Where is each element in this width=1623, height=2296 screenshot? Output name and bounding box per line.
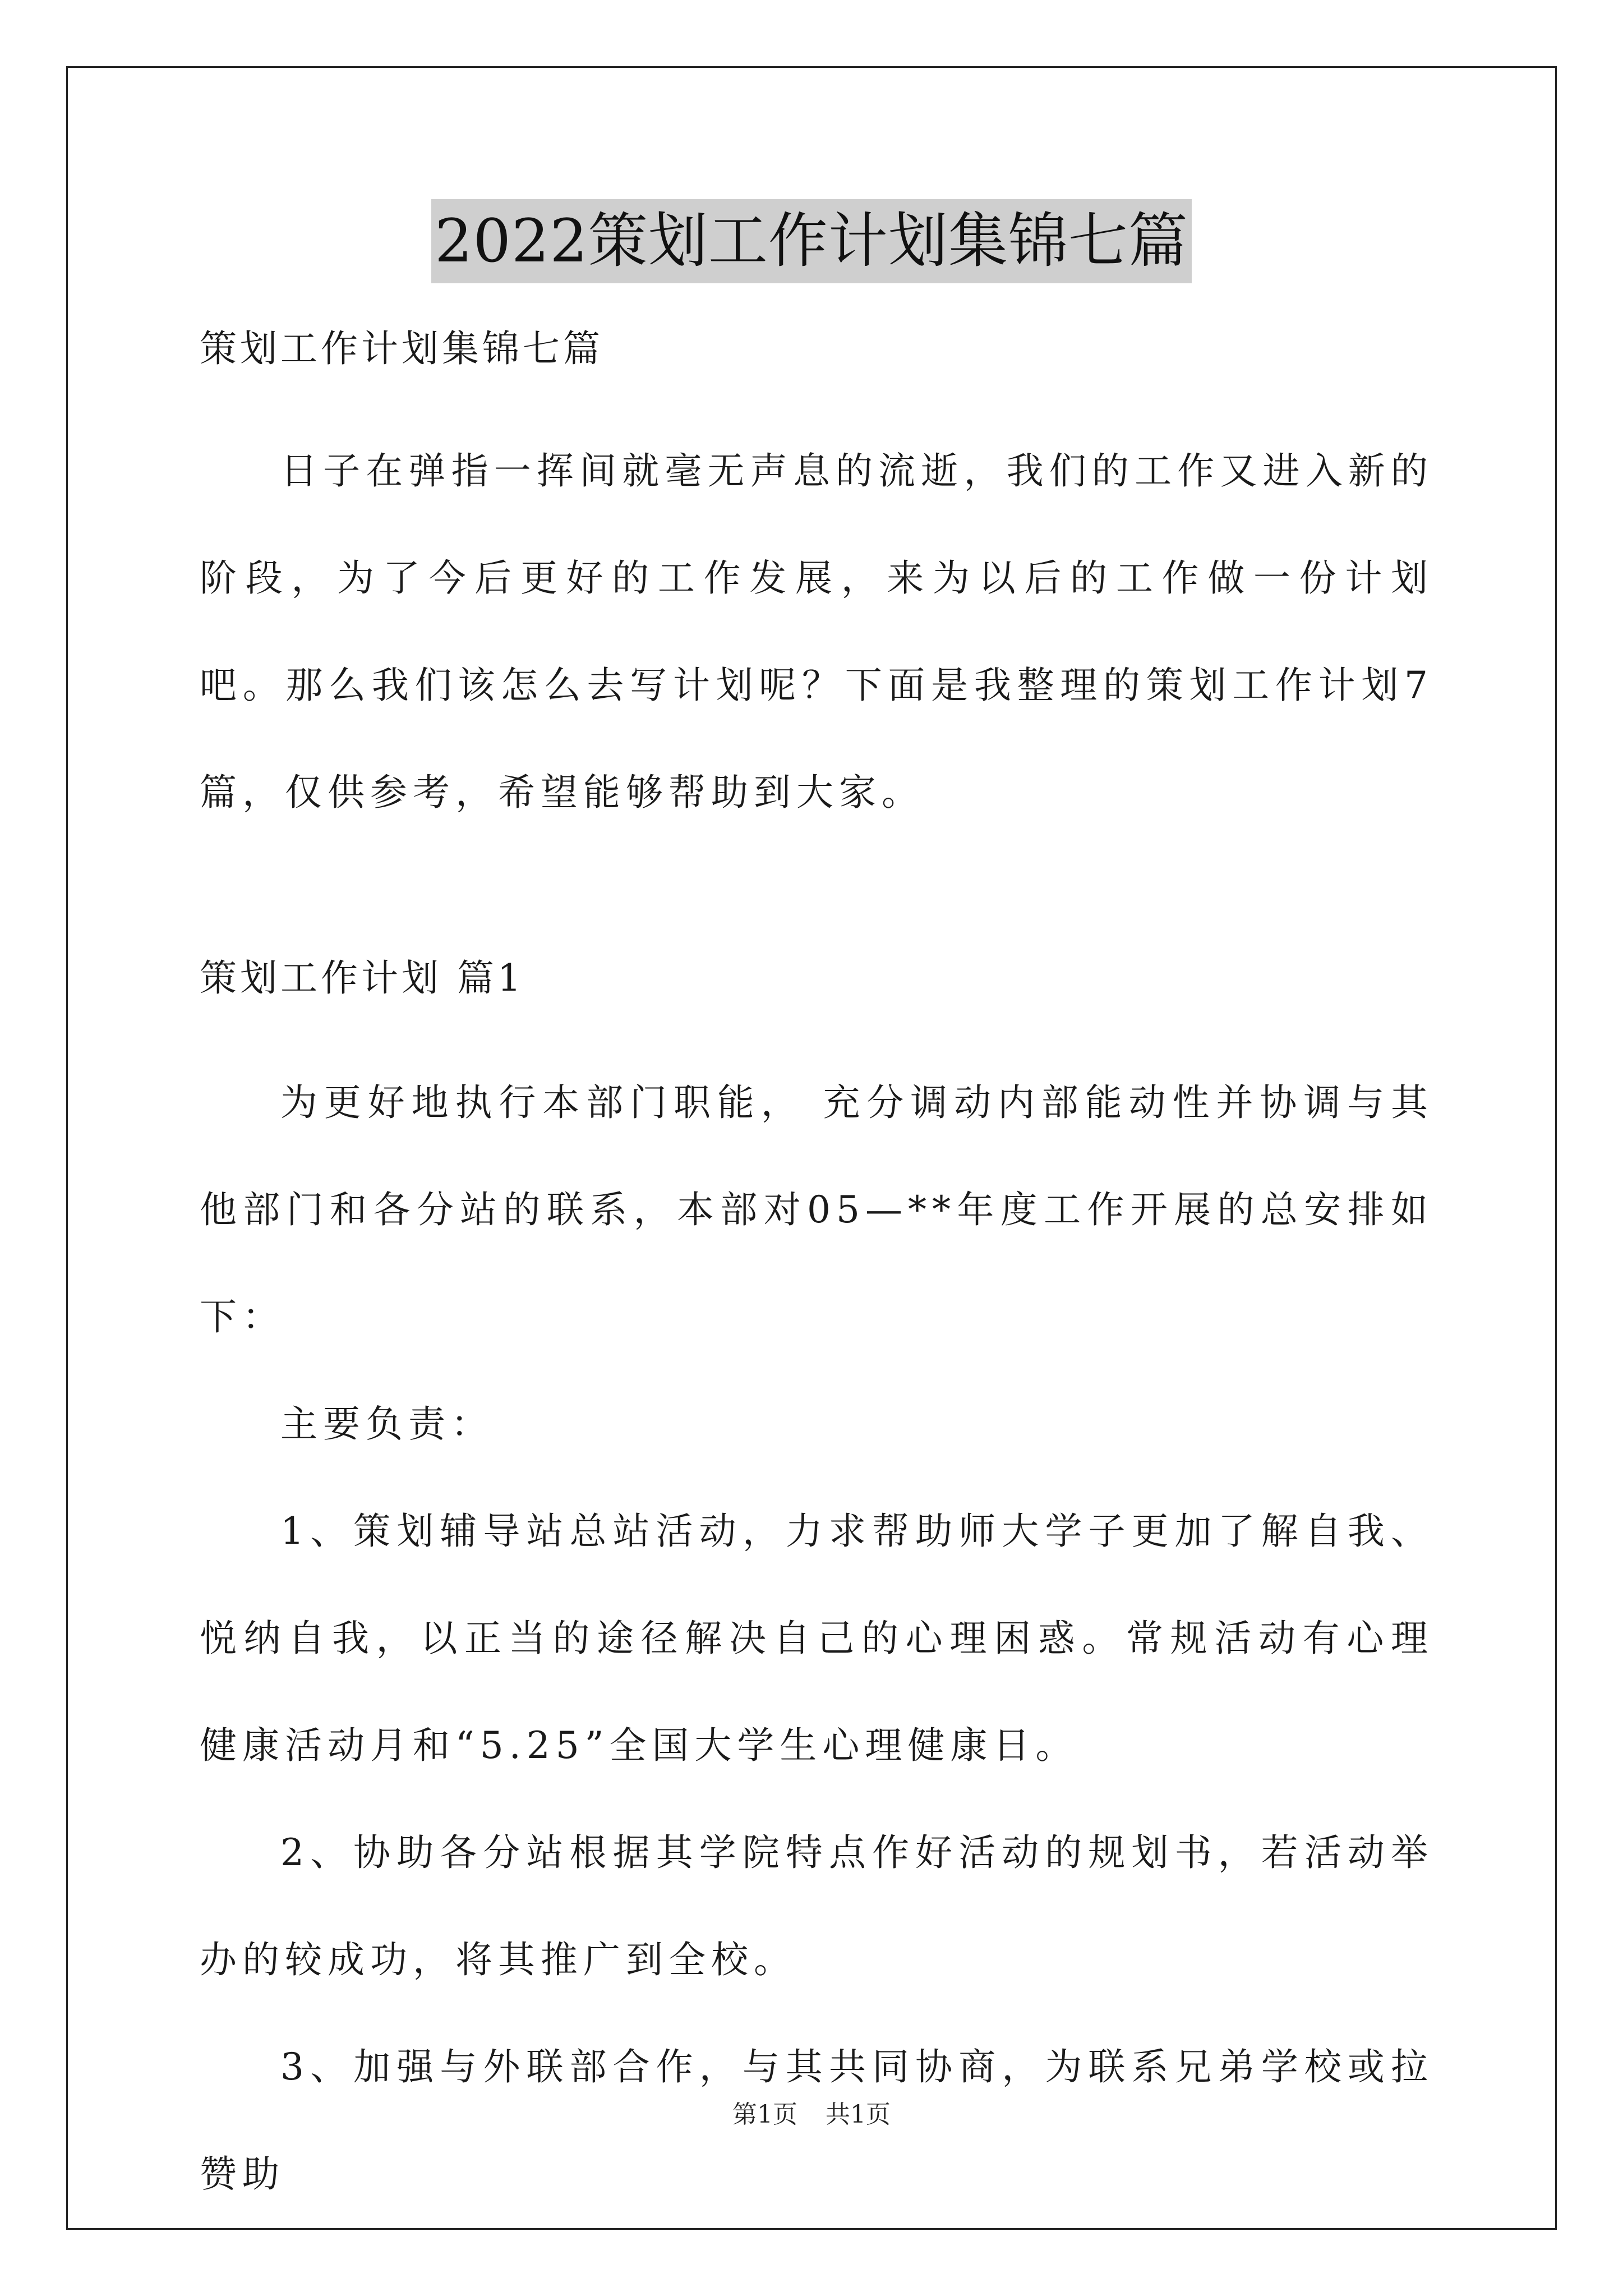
document-body <box>200 303 1433 2228</box>
page-number-total: 共1页 <box>826 2100 891 2129</box>
paragraph-4: 2、协助各分站根据其学院特点作好活动的规划书，若活动举办的较成功，将其推广到全校。 <box>200 1831 1433 1981</box>
page-number-current: 第1页 <box>732 2100 797 2129</box>
document-title: 2022策划工作计划集锦七篇 <box>431 199 1192 283</box>
paragraph-3: 1、策划辅导站总站活动，力求帮助师大学子更加了解自我、悦纳自我，以正当的途径解决自己的心理困惑。常规活动有心理健康活动月和“5.25”全国大学生心理健康日。 <box>200 1510 1433 1767</box>
paragraph-5: 3、加强与外联部合作，与其共同协商，为联系兄弟学校或拉赞助 <box>200 2045 1433 2196</box>
page-footer <box>0 2098 1623 2132</box>
intro-paragraph: 日子在弹指一挥间就毫无声息的流逝，我们的工作又进入新的阶段，为了今后更好的工作发展，来为以后的工作做一份计划吧。那么我们该怎么去写计划呢？下面是我整理的策划工作计划7篇，仅供参考，希望能够帮助到大家。 <box>200 449 1433 814</box>
paragraph-1: 为更好地执行本部门职能， 充分调动内部能动性并协调与其他部门和各分站的联系，本部对05—**年度工作开展的总安排如下： <box>200 1081 1433 1338</box>
document-subtitle: 策划工作计划集锦七篇 <box>200 327 603 370</box>
section-heading: 策划工作计划 篇1 <box>200 956 524 1000</box>
paragraph-2: 主要负责： <box>280 1402 494 1446</box>
title-container <box>0 199 1623 283</box>
